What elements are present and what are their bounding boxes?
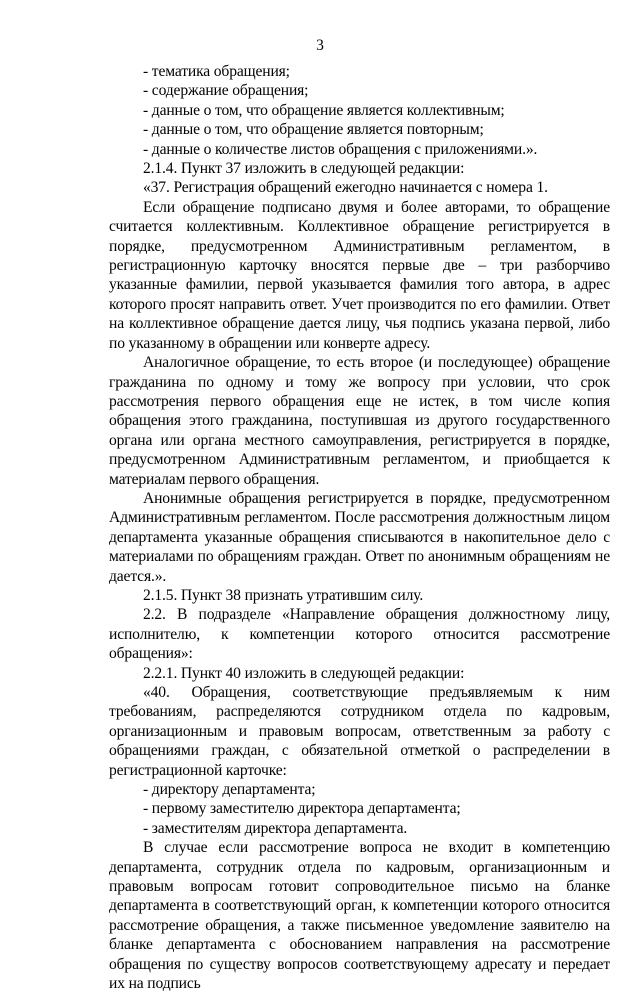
clause-2-2-1: 2.2.1. Пункт 40 изложить в следующей редакции: <box>143 664 465 682</box>
paragraph-not-in-competence: В случае если рассмотрение вопроса не входит в компетенцию департамента, сотрудник отдела по кадровым, организационным и правовым вопросам готовит сопроводительное письмо на бланке департамента в соответствующий орган, к компетенции которого относится рассмотрение обращения, а также письменное уведомление заявителю на бланке департамента с обоснованием направления на рассмотрение обращения по существу вопросов соответствующему адресату и передает их на подпись <box>109 839 610 993</box>
clause-2-1-5: 2.1.5. Пункт 38 признать утратившим силу. <box>143 586 424 604</box>
list-item-collective: - данные о том, что обращение является коллективным; <box>143 101 505 119</box>
list-item-subject: - тематика обращения; <box>143 63 290 80</box>
page-number: 3 <box>316 37 324 54</box>
clause-2-2: 2.2. В подразделе «Направление обращения должностному лицу, исполнителю, к компетенции которого относится рассмотрение обращения»: <box>109 606 610 663</box>
paragraph-collective-appeal: Если обращение подписано двумя и более авторами, то обращение считается коллективным. Коллективное обращение регистрируется в порядке, предусмотренном Административным регламентом, в регистрационную карточку вносятся первые две – три разборчиво указанные фамилии, первой указывается фамилия того автора, в адрес которого просят направить ответ. Учет производится по его фамилии. Ответ на коллективное обращение дается лицу, чья подпись указана первой, либо по указанному в обращении или конверте адресу. <box>109 198 610 352</box>
list-item-sheets: - данные о количестве листов обращения с приложениями.». <box>143 140 538 158</box>
list-item-deputies: - заместителям директора департамента. <box>143 819 408 837</box>
paragraph-similar-appeal: Аналогичное обращение, то есть второе (и последующее) обращение гражданина по одному и тому же вопросу при условии, что срок рассмотрения первого обращения еще не истек, в том числе копия обращения этого гражданина, поступившая из другого государственного органа или органа местного самоуправления, регистрируется в порядке, предусмотренном Административным регламентом, и приобщается к материалам первого обращения. <box>109 354 610 488</box>
paragraph-anonymous-appeal: Анонимные обращения регистрируется в порядке, предусмотренном Административным регламентом. После рассмотрения должностным лицом департамента указанные обращения списываются в накопительное дело с материалами по обращениям граждан. Ответ по анонимным обращениям не дается.». <box>109 489 610 585</box>
list-item-first-deputy: - первому заместителю директора департамента; <box>143 800 461 818</box>
list-item-director: - директору департамента; <box>143 781 316 799</box>
list-item-repeated: - данные о том, что обращение является повторным; <box>143 121 484 139</box>
list-item-content: - содержание обращения; <box>143 82 309 100</box>
clause-37: «37. Регистрация обращений ежегодно начинается с номера 1. <box>143 179 548 197</box>
clause-2-1-4: 2.1.4. Пункт 37 изложить в следующей редакции: <box>143 160 465 178</box>
clause-40: «40. Обращения, соответствующие предъявляемым к ним требованиям, распределяются сотрудником отдела по кадровым, организационным и правовым вопросам, ответственным за работу с обращениями граждан, с обязательной отметкой о распределении в регистрационной карточке: <box>109 684 610 779</box>
document-body <box>109 62 610 994</box>
